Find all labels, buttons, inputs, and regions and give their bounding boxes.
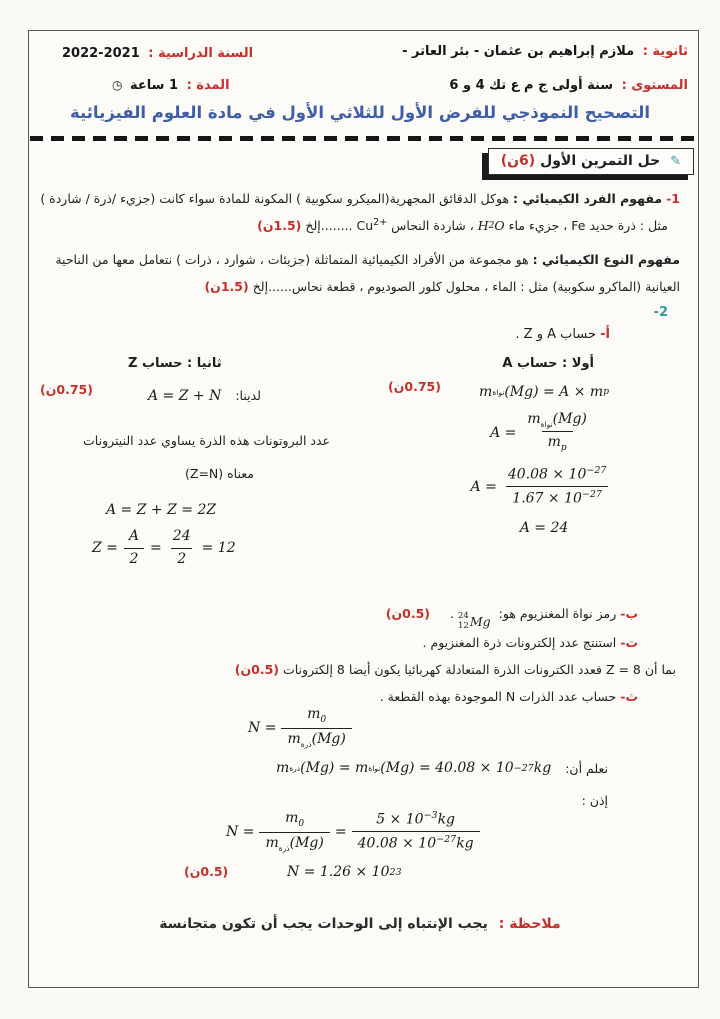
formula-a-numeric: A = $\frac{40.08 \times 10^{-27}}{1.67 \times 10^{-27}}$: [470, 465, 607, 508]
definition-2-line-1: [32, 247, 680, 274]
score-n: (0.5ن): [184, 864, 229, 879]
item-2-marker: 2-: [653, 305, 668, 320]
definition-1-examples: [32, 213, 680, 240]
part-a-heading: [515, 327, 610, 342]
definition-2-examples: العيانية (الماكرو سكوبية) مثل : الماء ، محلول كلور الصوديوم ، قطعة نحاس......إلخ: [252, 278, 680, 294]
note-text: يجب الإنتباه إلى الوحدات يجب أن تكون متجانسة: [159, 916, 488, 932]
exercise-box-points: (6ن): [500, 153, 536, 169]
pen-icon: ✎: [670, 154, 681, 169]
formula-a-z-n: A = Z + N: [148, 388, 222, 404]
compute-a-formulas: [430, 384, 658, 536]
definition-chemical-species: [32, 247, 680, 301]
formula-a-2z: A = Z + Z = 2Z: [106, 502, 217, 518]
clock-icon: ◷: [112, 78, 123, 92]
school-value: ملازم إبراهيم بن عثمان - بئر العاتر -: [402, 44, 635, 59]
part-t-expl-text: بما أن Z = 8 فعدد الكترونات الذرة المتعادلة كهربائيا يكون أيضا 8 إلكترونات: [282, 662, 676, 677]
part-t-text: استنتج عدد إلكترونات ذرة المغنزيوم .: [422, 635, 617, 650]
definition-2-text: هو مجموعة من الأفراد الكيميائية المتماثلة (جزيئات ، شوارد ، ذرات ) نتعامل معها من الناحية: [55, 252, 529, 267]
note-label: ملاحظة :: [498, 916, 561, 932]
then-label: إذن :: [581, 793, 608, 808]
definition-2-line-2: [32, 274, 680, 301]
exercise-1-solution-box: [488, 148, 694, 175]
term-chemical-species: مفهوم النوع الكيميائي :: [532, 252, 680, 267]
formula-n-result: N = 1.26 × 10 23: [287, 864, 402, 880]
school-line: [402, 44, 688, 59]
school-year-value: 2022-2021: [62, 46, 140, 61]
level-label: المستوى :: [621, 78, 688, 93]
part-th-text: حساب عدد الذرات N الموجودة بهذه القطعة .: [379, 689, 617, 704]
part-t-marker: ت-: [620, 635, 638, 650]
document-title: التصحيح النموذجي للفرض الأول للثلاثي الأول في مادة العلوم الفيزيائية: [70, 103, 650, 122]
magnesium-nuclide-symbol: 24 12 Mg: [457, 611, 491, 631]
first-compute-a-label: أولا : حساب A: [502, 356, 594, 371]
part-a-title: حساب A و Z .: [515, 327, 596, 342]
score-a: (0.75ن): [388, 379, 441, 394]
meaning-z-equals-n: معناه (Z=N): [185, 466, 254, 481]
ladayna-line: [148, 388, 261, 404]
item-1-marker: 1-: [666, 191, 680, 206]
level-value: سنة أولى ج م ع تك 4 و 6: [449, 78, 614, 93]
duration-label: المدة :: [186, 78, 230, 93]
school-label: ثانوية :: [642, 44, 688, 59]
score-t: (0.5ن): [234, 662, 279, 677]
duration-line: [112, 78, 230, 93]
definition-1-text: هوكل الدقائق المجهرية(الميكرو سكوبية ) المكونة للمادة سواء كانت (جزيء /ذرة / شاردة ): [40, 191, 510, 206]
knowing-line: [276, 760, 608, 776]
school-year-line: [62, 46, 253, 61]
example-suffix: ........إلخ: [305, 218, 353, 234]
formula-n-numeric: N = $\frac{m_0}{m_{ذرة}(Mg)}$ = $\frac{5 \times 10^{-3}kg}{40.08 \times 10^{-27}kg}$: [226, 810, 485, 853]
part-b-marker: ب-: [620, 606, 638, 621]
definition-1-line-1: [32, 186, 680, 213]
part-b-text: رمز نواة المغنزيوم هو:: [498, 606, 617, 621]
iron-symbol: Fe: [571, 218, 586, 234]
part-b-dot: .: [450, 606, 454, 621]
part-t-line: [423, 633, 638, 653]
example-mid-2: ، شاردة النحاس: [391, 218, 474, 234]
example-prefix: مثل : ذرة حديد: [589, 218, 668, 234]
protons-equal-neutrons-text: عدد البروتونات هذه الذرة يساوي عدد النيترونات: [83, 433, 330, 448]
formula-z-result: Z = $\frac{A}{2}$ = $\frac{24}{2}$ = 12: [92, 528, 236, 567]
formula-mass-nucleus: m نواة (Mg) = A × m p: [479, 384, 609, 400]
score-b: (0.5ن): [385, 606, 431, 621]
level-line: [449, 78, 688, 93]
units-note: [0, 916, 720, 932]
water-formula: H 2 O: [477, 218, 505, 234]
duration-value: 1 ساعة: [130, 78, 179, 93]
formula-a-fraction: A = $\frac{m_{نواة}(Mg)}{m_p}$: [490, 411, 587, 453]
score-z: (0.75ن): [40, 382, 93, 397]
part-t-explanation: [235, 660, 676, 680]
score-1-5-b: (1.5ن): [204, 278, 249, 294]
part-a-marker: أ-: [600, 327, 610, 342]
ladayna-label: لدينا:: [235, 388, 261, 403]
score-1-5: (1.5ن): [257, 218, 302, 234]
dashed-separator: [30, 136, 698, 141]
formula-n-fraction: N = $\frac{m_0}{m_{ذرة}(Mg)}$: [248, 706, 357, 749]
example-mid-1: ، جزيء ماء: [508, 218, 568, 234]
definition-chemical-individual: [32, 186, 680, 240]
term-chemical-individual: مفهوم الفرد الكيميائي :: [513, 191, 663, 206]
formula-a-result: A = 24: [519, 519, 569, 536]
knowing-label: نعلم أن:: [565, 760, 608, 776]
second-compute-z-label: ثانيا : حساب Z: [128, 356, 222, 371]
formula-mass-equality: m ذرة (Mg) = m نواة (Mg) = 40.08 × 10 −27 kg: [275, 760, 552, 776]
copper-ion-symbol: $Cu^{2+}$: [356, 216, 388, 234]
part-b-line: [386, 604, 638, 632]
exercise-box-label: حل التمرين الأول: [540, 153, 661, 169]
school-year-label: السنة الدراسية :: [148, 46, 254, 61]
part-th-marker: ث-: [620, 689, 638, 704]
part-th-line: [380, 687, 638, 707]
